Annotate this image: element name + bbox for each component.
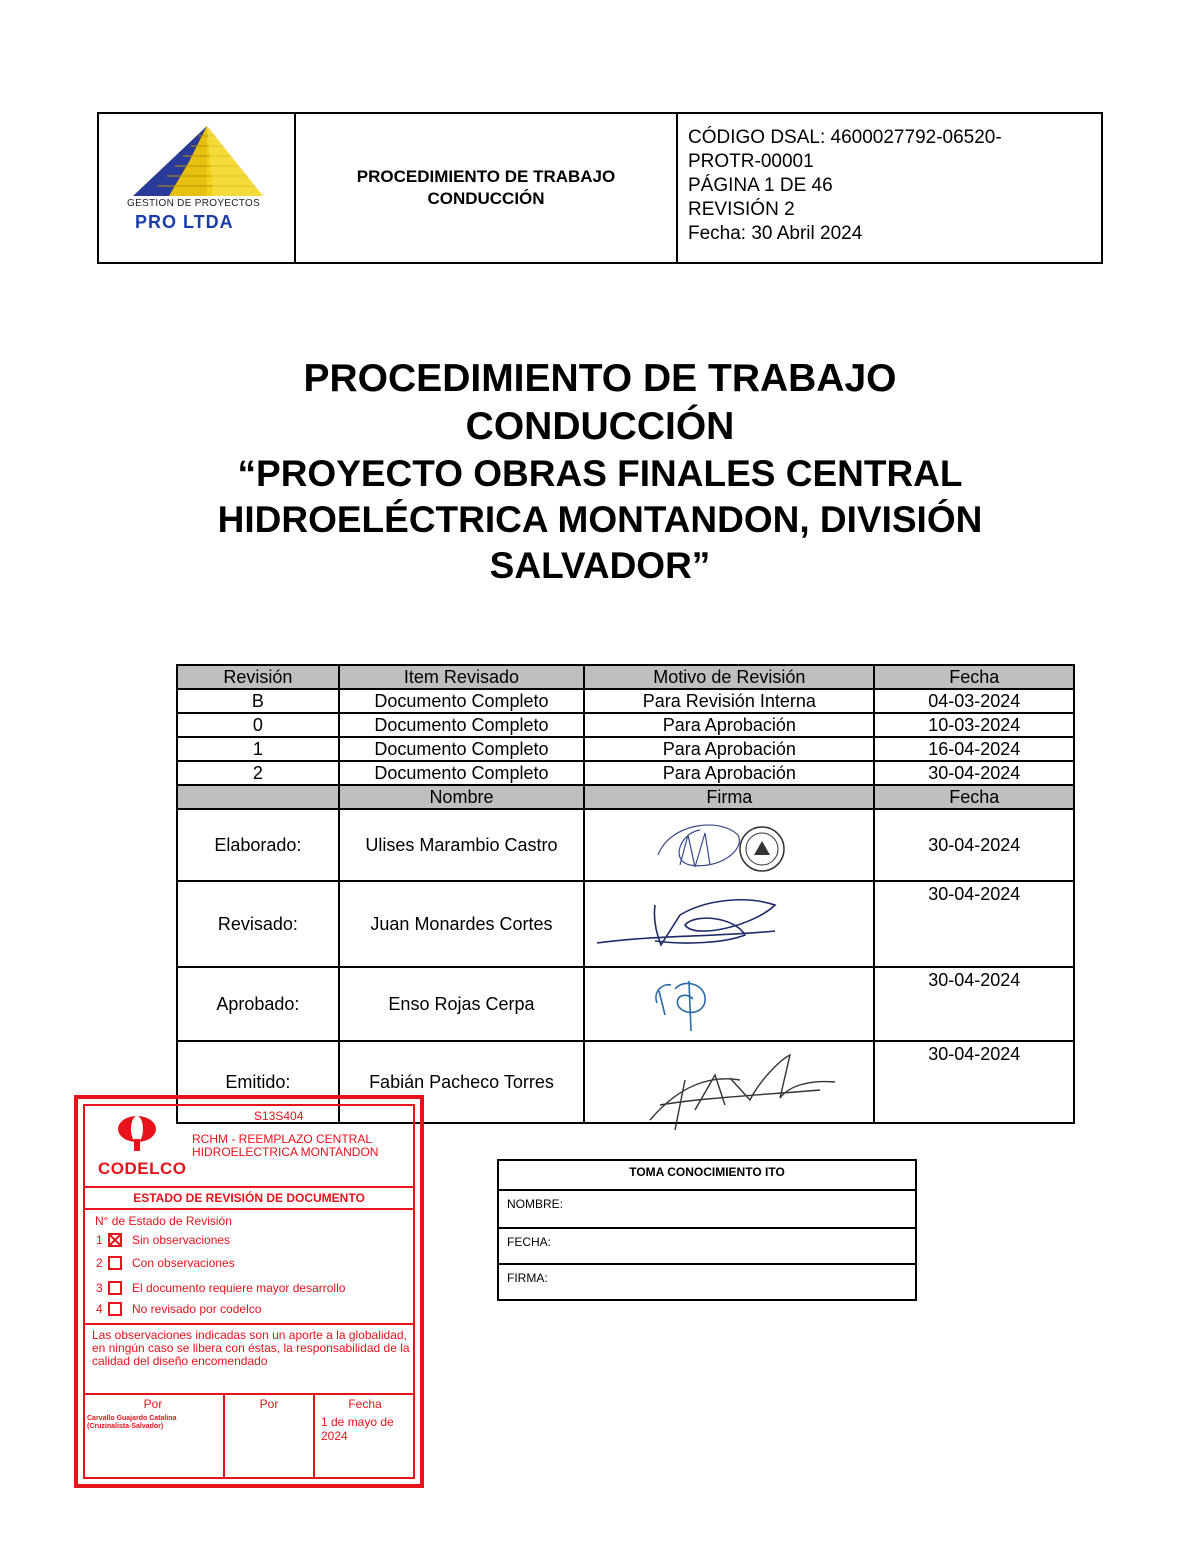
option-label: Sin observaciones [132, 1233, 231, 1247]
main-title [100, 355, 1100, 589]
stamp-fecha-cell [315, 1395, 415, 1479]
stamp-project-line2: HIDROELECTRICA MONTANDON [192, 1145, 379, 1159]
unchecked-box-icon [108, 1256, 122, 1270]
stamp-option-2 [96, 1256, 235, 1270]
stamp-footer [83, 1395, 415, 1479]
table-row [177, 713, 1074, 737]
option-number: 1 [96, 1233, 103, 1247]
name-cell: Ulises Marambio Castro [339, 809, 584, 881]
option-label: Con observaciones [132, 1256, 235, 1270]
ito-nombre-field: NOMBRE: [499, 1191, 915, 1229]
table-cell: Para Aprobación [584, 713, 874, 737]
stamp-reviewer-name: Carvallo Guajardo Catalina [87, 1415, 177, 1422]
col-header: Firma [584, 785, 874, 809]
ito-title: TOMA CONOCIMIENTO ITO [499, 1161, 915, 1191]
stamp-project [192, 1133, 422, 1159]
date-cell: 30-04-2024 [874, 881, 1074, 967]
company-logo [99, 114, 296, 262]
table-row [177, 761, 1074, 785]
stamp-por2-label: Por [259, 1397, 279, 1411]
name-cell: Fabián Pacheco Torres [339, 1041, 584, 1123]
stamp-option-4 [96, 1302, 261, 1316]
unchecked-box-icon [108, 1302, 122, 1316]
ito-firma-field: FIRMA: [507, 1271, 548, 1285]
codelco-review-stamp [74, 1095, 424, 1488]
doc-code-line1: CÓDIGO DSAL: 4600027792-06520- [688, 127, 1002, 148]
date-cell: 30-04-2024 [874, 1041, 1074, 1123]
stamp-company: CODELCO [98, 1159, 187, 1178]
codelco-logo-icon [116, 1113, 158, 1153]
stamp-divider [83, 1208, 415, 1210]
name-cell: Enso Rojas Cerpa [339, 967, 584, 1041]
table-cell: Documento Completo [339, 737, 584, 761]
logo-text-small: GESTION DE PROYECTOS [127, 198, 261, 209]
table-row [177, 689, 1074, 713]
doc-code-line2: PROTR-00001 [688, 151, 814, 172]
stamp-num-label: N° de Estado de Revisión [95, 1214, 232, 1228]
signature-row [177, 967, 1074, 1041]
table-cell: 30-04-2024 [874, 761, 1074, 785]
stamp-fecha-label: Fecha [348, 1397, 382, 1411]
signature-row [177, 809, 1074, 881]
role-cell: Aprobado: [177, 967, 339, 1041]
table-cell: Documento Completo [339, 713, 584, 737]
stamp-por-label: Por [143, 1397, 163, 1411]
signature-elaborado-icon [650, 815, 785, 885]
signature-revisado-icon [595, 895, 785, 955]
doc-revision: REVISIÓN 2 [688, 199, 795, 220]
col-header: Revisión [177, 665, 339, 689]
unchecked-box-icon [108, 1281, 122, 1295]
header-doc-info [678, 114, 1101, 262]
stamp-code: S13S404 [254, 1109, 304, 1123]
name-cell: Juan Monardes Cortes [339, 881, 584, 967]
table-cell: Para Revisión Interna [584, 689, 874, 713]
table-cell: 2 [177, 761, 339, 785]
signature-aprobado-icon [645, 975, 715, 1035]
table-cell: Documento Completo [339, 689, 584, 713]
ito-acknowledgement-box [497, 1159, 917, 1301]
stamp-option-1 [96, 1233, 230, 1247]
title-line5: SALVADOR” [489, 545, 711, 586]
table-cell: 16-04-2024 [874, 737, 1074, 761]
table-cell: 0 [177, 713, 339, 737]
option-number: 3 [96, 1281, 103, 1295]
option-label: No revisado por codelco [132, 1302, 262, 1316]
stamp-reviewer-area: (Cruzinalista-Salvador) [87, 1423, 164, 1430]
date-cell: 30-04-2024 [874, 967, 1074, 1041]
table-cell: Para Aprobación [584, 761, 874, 785]
title-line2: CONDUCCIÓN [465, 405, 735, 448]
role-cell: Revisado: [177, 881, 339, 967]
doc-page: PÁGINA 1 DE 46 [688, 175, 833, 196]
table-cell: 04-03-2024 [874, 689, 1074, 713]
option-label: El documento requiere mayor desarrollo [132, 1281, 346, 1295]
stamp-fecha-line2: 2024 [321, 1429, 348, 1443]
stamp-estado-title: ESTADO DE REVISIÓN DE DOCUMENTO [133, 1191, 365, 1205]
stamp-fecha-line1: 1 de mayo de [321, 1415, 394, 1429]
revision-table [176, 664, 1075, 1124]
table-cell: 1 [177, 737, 339, 761]
stamp-divider [83, 1323, 415, 1325]
date-cell: 30-04-2024 [874, 809, 1074, 881]
title-line1: PROCEDIMIENTO DE TRABAJO [303, 357, 897, 400]
title-line3: “PROYECTO OBRAS FINALES CENTRAL [237, 453, 963, 494]
logo-text-brand: PRO LTDA [135, 212, 234, 232]
document-header [97, 112, 1103, 264]
stamp-por-cell [83, 1395, 225, 1479]
header-title-line2: CONDUCCIÓN [427, 189, 545, 208]
col-header: Item Revisado [339, 665, 584, 689]
role-cell: Emitido: [177, 1041, 339, 1123]
role-cell: Elaborado: [177, 809, 339, 881]
checked-box-icon [108, 1233, 122, 1247]
header-doc-title [296, 114, 678, 262]
doc-date: Fecha: 30 Abril 2024 [688, 223, 863, 244]
pyramid-logo-icon [129, 124, 264, 204]
option-number: 2 [96, 1256, 103, 1270]
signature-emitido-icon [640, 1050, 840, 1135]
header-title-line1: PROCEDIMIENTO DE TRABAJO [356, 167, 616, 186]
stamp-por2-cell [225, 1395, 315, 1479]
table-cell: Documento Completo [339, 761, 584, 785]
col-header: Fecha [874, 785, 1074, 809]
col-header: Fecha [874, 665, 1074, 689]
table-cell: Para Aprobación [584, 737, 874, 761]
col-header [177, 785, 339, 809]
ito-fecha-field: FECHA: [499, 1229, 915, 1265]
table-row [177, 737, 1074, 761]
signature-header-row [177, 785, 1074, 809]
title-line4: HIDROELÉCTRICA MONTANDON, DIVISIÓN [217, 499, 983, 540]
table-cell: B [177, 689, 339, 713]
stamp-note: Las observaciones indicadas son un aporte a la globalidad, en ningún caso se libera con éstas, la responsabilidad de la calidad del diseño encomendado [92, 1328, 410, 1368]
col-header: Motivo de Revisión [584, 665, 874, 689]
signature-cell [584, 967, 874, 1041]
option-number: 4 [96, 1302, 103, 1316]
table-header-row [177, 665, 1074, 689]
col-header: Nombre [339, 785, 584, 809]
table-cell: 10-03-2024 [874, 713, 1074, 737]
stamp-project-line1: RCHM - REEMPLAZO CENTRAL [192, 1132, 373, 1146]
stamp-option-3 [96, 1281, 345, 1295]
